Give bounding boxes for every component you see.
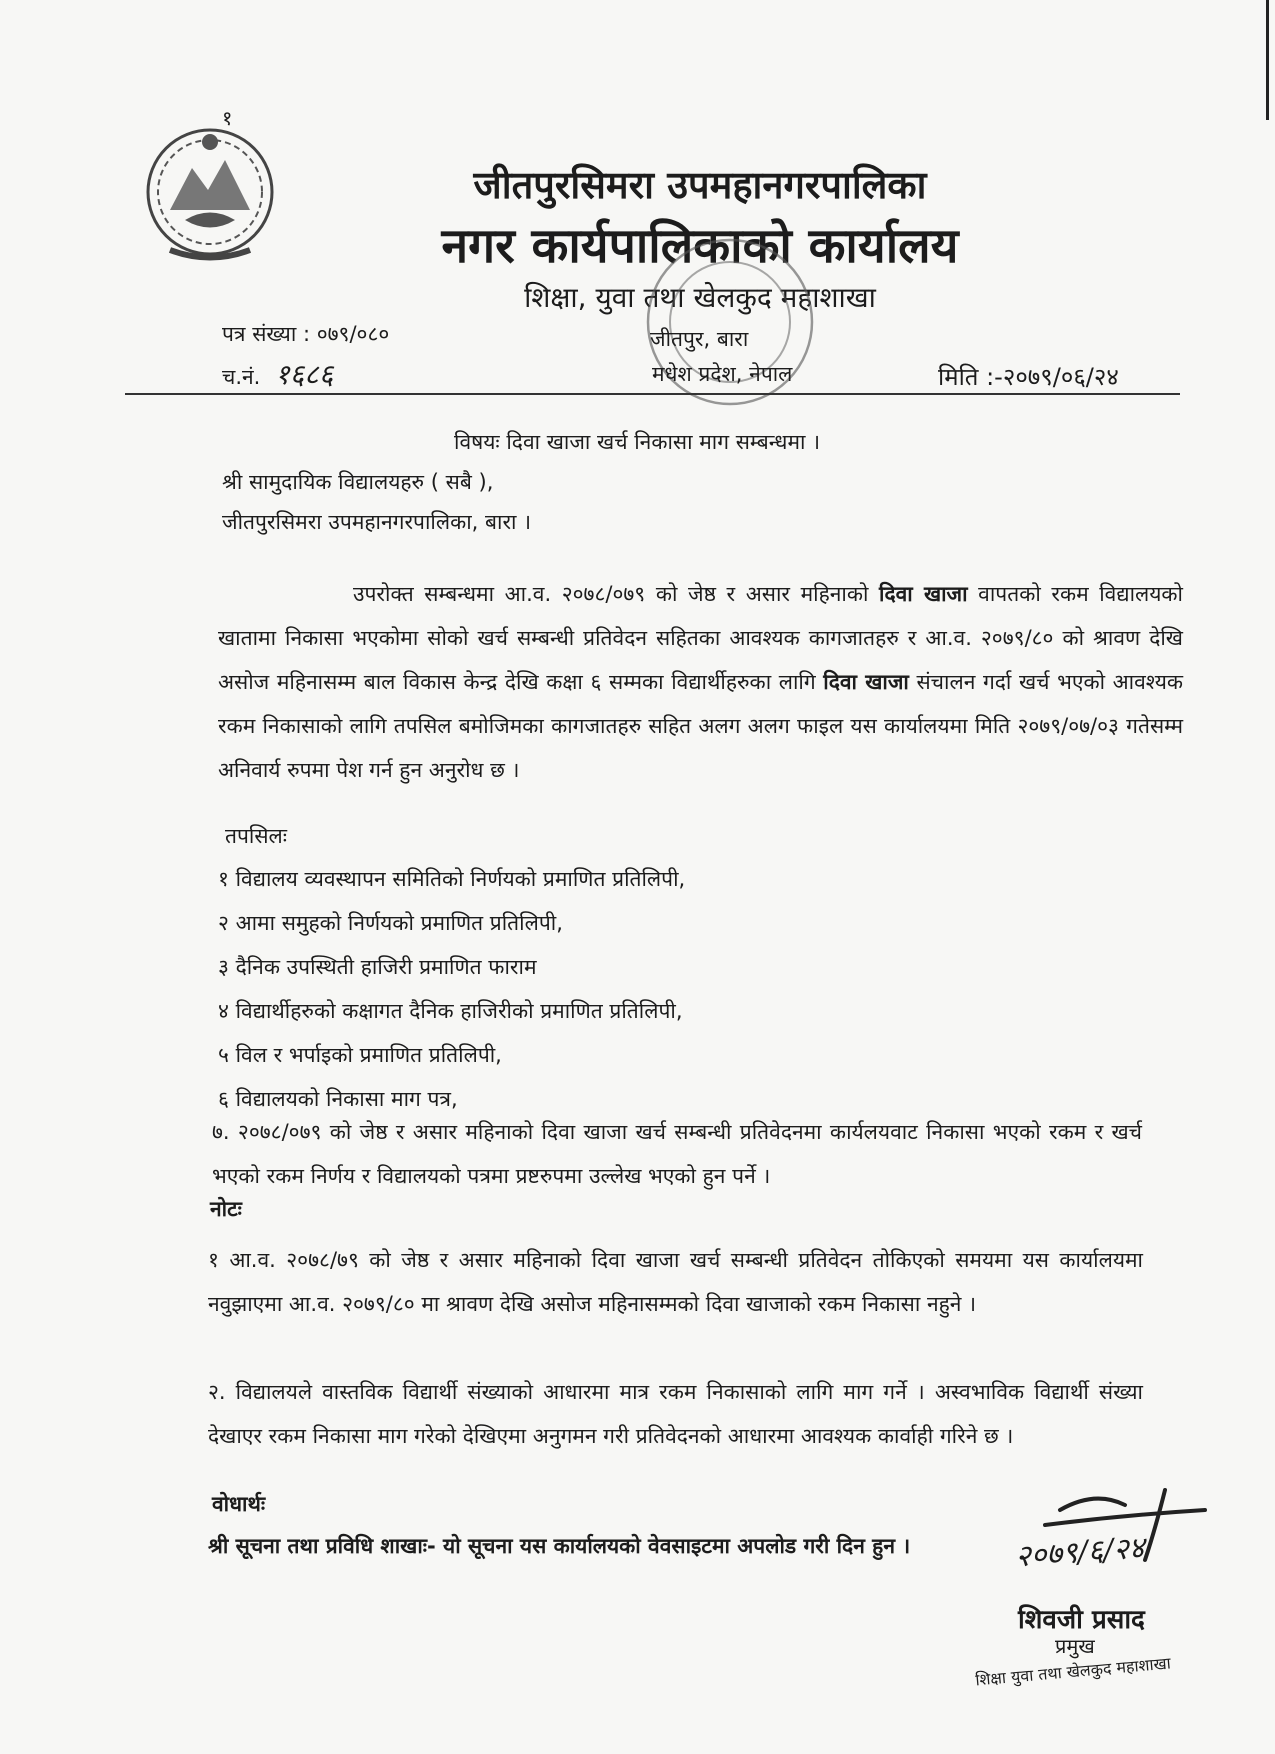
address-line-1: जीतपुर, बारा xyxy=(650,327,749,351)
note-2: २. विद्यालयले वास्तविक विद्यार्थी संख्याको आधारमा मात्र रकम निकासाको लागि माग गर्ने । अस्वभाविक विद्यार्थी संख्या देखाएर रकम निकासा माग गरेको देखिएमा अनुगमन गरी प्रतिवेदनको आधारमा आवश्यक कार्वाही गरिने छ । xyxy=(208,1380,1143,1448)
body-text-3: संचालन गर्दा खर्च भएको आवश्यक रकम निकासाको लागि तपसिल बमोजिमका कागजातहरु सहित अलग अलग फाइल यस कार्यालयमा मिति २०७९/०७/०३ गतेसम्म अनिवार्य रुपमा पेश गर्न हुन अनुरोध छ । xyxy=(218,670,1184,782)
dispatch-number-handwritten: १६८६ xyxy=(275,358,334,391)
list-item: १ विद्यालय व्यवस्थापन समितिको निर्णयको प्रमाणित प्रतिलिपी, xyxy=(218,867,686,891)
body-text-1: उपरोक्त सम्बन्धमा आ.व. २०७८/०७९ को जेष्ठ र असार महिनाको xyxy=(353,582,879,606)
list-item: ३ दैनिक उपस्थिती हाजिरी प्रमाणित फाराम xyxy=(218,955,537,979)
address-line-2: मधेश प्रदेश, नेपाल xyxy=(652,362,793,386)
division-name: शिक्षा, युवा तथा खेलकुद महाशाखा xyxy=(524,281,876,314)
list-item: ५ विल र भर्पाइको प्रमाणित प्रतिलिपी, xyxy=(218,1043,502,1067)
signatory-title: प्रमुख xyxy=(1055,1634,1095,1658)
emblem-number: १ xyxy=(222,106,233,130)
recipient-line-2: जीतपुरसिमरा उपमहानगरपालिका, बारा । xyxy=(222,510,532,534)
municipality-name: जीतपुरसिमरा उपमहानगरपालिका xyxy=(473,163,927,207)
list-item: २ आमा समुहको निर्णयको प्रमाणित प्रतिलिपी, xyxy=(218,911,563,935)
dispatch-label: च.नं. xyxy=(222,365,261,389)
signatory-department: शिक्षा युवा तथा खेलकुद महाशाखा xyxy=(974,1653,1172,1690)
scan-edge xyxy=(1266,0,1269,120)
office-name: नगर कार्यपालिकाको कार्यालय xyxy=(441,218,959,274)
list-item: ४ विद्यार्थीहरुको कक्षागत दैनिक हाजिरीको प्रमाणित प्रतिलिपी, xyxy=(218,999,683,1023)
recipient-line-1: श्री सामुदायिक विद्यालयहरु ( सबै ), xyxy=(222,470,494,494)
letter-date: मिति :-२०७९/०६/२४ xyxy=(938,363,1119,391)
notes-heading: नोटः xyxy=(210,1197,242,1221)
signature-date-handwritten: २०७९/६/२४ xyxy=(1014,1530,1146,1575)
nepal-emblem-icon xyxy=(130,110,290,270)
cc-heading: वोधार्थः xyxy=(212,1492,266,1516)
body-bold-2: दिवा खाजा xyxy=(823,670,909,694)
reference-number: पत्र संख्या : ०७९/०८० xyxy=(222,322,390,346)
cc-line: श्री सूचना तथा प्रविधि शाखाः- यो सूचना यस कार्यालयको वेवसाइटमा अपलोड गरी दिन हुन । xyxy=(208,1534,911,1558)
signatory-name: शिवजी प्रसाद xyxy=(1018,1605,1145,1635)
header-divider xyxy=(125,393,1180,395)
schedule-item-7: ७. २०७८/०७९ को जेष्ठ र असार महिनाको दिवा खाजा खर्च सम्बन्धी प्रतिवेदनमा कार्यलयवाट निकासा भएको रकम र खर्च भएको रकम निर्णय र विद्यालयको पत्रमा प्रष्टरुपमा उल्लेख भएको हुन पर्ने । xyxy=(212,1120,1142,1188)
body-text-2: वापतको रकम विद्यालयको खातामा निकासा भएकोमा सोको खर्च सम्बन्धी प्रतिवेदन सहितका आवश्यक कागजातहरु र आ.व. २०७९/८० को श्रावण देखि असोज महिनासम्म बाल विकास केन्द्र देखि कक्षा ६ सम्मका विद्यार्थीहरुका लागि xyxy=(218,582,1183,694)
subject-line: विषयः दिवा खाजा खर्च निकासा माग सम्बन्धमा । xyxy=(454,430,821,454)
schedule-heading: तपसिलः xyxy=(225,824,288,848)
note-1: १ आ.व. २०७८/७९ को जेष्ठ र असार महिनाको दिवा खाजा खर्च सम्बन्धी प्रतिवेदन तोकिएको समयमा यस कार्यालयमा नवुझाएमा आ.व. २०७९/८० मा श्रावण देखि असोज महिनासम्मको दिवा खाजाको रकम निकासा नहुने । xyxy=(208,1248,1143,1316)
body-bold-1: दिवा खाजा xyxy=(879,582,968,606)
list-item: ६ विद्यालयको निकासा माग पत्र, xyxy=(218,1087,458,1111)
body-paragraph xyxy=(218,572,1183,792)
dispatch-number xyxy=(222,355,333,393)
